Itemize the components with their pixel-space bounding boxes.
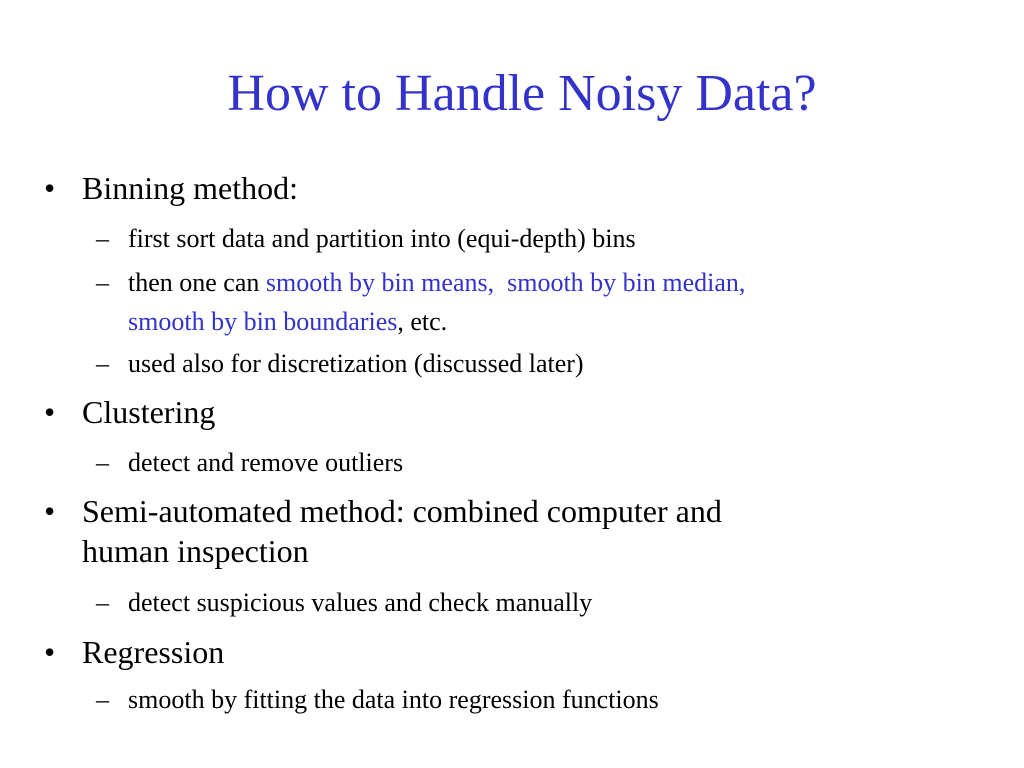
- bullet-icon: •: [44, 170, 56, 206]
- slide-title: How to Handle Noisy Data?: [227, 65, 817, 122]
- subitem-text: detect suspicious values and check manually: [128, 588, 593, 617]
- dash-icon: –: [96, 349, 109, 378]
- dash-icon: –: [96, 685, 109, 714]
- bullet-item-semi-automated: [44, 491, 962, 571]
- bullet-text: Regression: [82, 634, 225, 670]
- subitem-text: detect and remove outliers: [128, 448, 404, 477]
- subitem-text-before: then one can: [128, 268, 266, 297]
- dash-icon: –: [96, 224, 109, 253]
- subitem-suspicious-values: [96, 583, 978, 622]
- subitem-smooth-methods: [96, 263, 978, 341]
- highlight-smooth-boundaries: smooth by bin boundaries: [128, 307, 398, 336]
- subitem-sort-partition: [96, 219, 978, 258]
- subitem-outliers: [96, 443, 978, 482]
- bullet-icon: •: [44, 394, 56, 430]
- subitem-text: used also for discretization (discussed later): [128, 349, 584, 378]
- dash-icon: –: [96, 588, 109, 617]
- subitem-text: first sort data and partition into (equi-depth) bins: [128, 224, 636, 253]
- bullet-item-clustering: [44, 392, 962, 432]
- subitem-regression-functions: [96, 680, 978, 719]
- subitem-text: smooth by fitting the data into regression functions: [128, 685, 659, 714]
- dash-icon: –: [96, 448, 109, 477]
- subitem-discretization: [96, 344, 978, 383]
- bullet-text: Clustering: [82, 394, 216, 430]
- bullet-icon: •: [44, 493, 56, 529]
- bullet-text-line1: Semi-automated method: combined computer and: [82, 493, 722, 529]
- subitem-text-after: , etc.: [397, 307, 448, 336]
- bullet-icon: •: [44, 634, 56, 670]
- highlight-smooth-means-median: smooth by bin means, smooth by bin median,: [265, 268, 746, 297]
- bullet-item-binning: [44, 168, 962, 208]
- bullet-item-regression: [44, 632, 962, 672]
- dash-icon: –: [96, 268, 109, 297]
- bullet-text: Binning method:: [82, 170, 298, 206]
- bullet-text-line2: human inspection: [82, 533, 309, 569]
